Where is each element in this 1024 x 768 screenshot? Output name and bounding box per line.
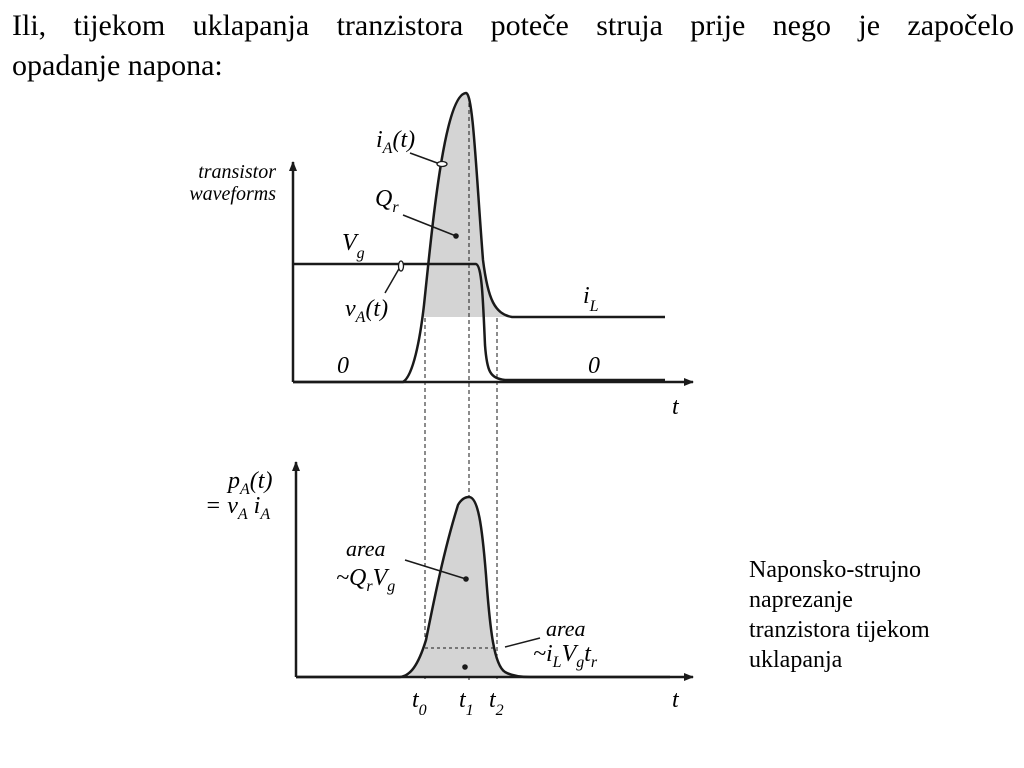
ia-leader-marker — [437, 162, 447, 167]
area2-dot — [462, 664, 468, 670]
vg-label: $V_g$ — [342, 230, 365, 262]
area2-expression: $\sim i_LV_gt_r$ — [533, 641, 598, 671]
zero-label-right: 0 — [588, 353, 600, 379]
va-leader-marker — [399, 261, 404, 271]
t0-label: $t_0$ — [412, 687, 427, 719]
va-label: $v_A(t)$ — [345, 296, 389, 326]
ia-label: $i_A(t)$ — [376, 127, 416, 157]
area1-dot — [463, 576, 469, 582]
ia-leader — [410, 153, 440, 164]
qr-leader-dot — [453, 233, 459, 239]
power-shaded-region — [408, 497, 530, 677]
il-label: $i_L$ — [583, 283, 599, 315]
qr-label: $Q_r$ — [375, 186, 399, 216]
t2-label: $t_2$ — [489, 687, 504, 719]
pa-label: $p_A(t)$ — [228, 468, 273, 498]
caption-line-1: Naponsko-strujno — [749, 557, 921, 583]
zero-label-left: 0 — [337, 353, 349, 379]
area1-word: area — [346, 536, 386, 561]
caption — [749, 555, 1009, 675]
area2-word: area — [546, 616, 586, 641]
pa-equation: = $v_A$ $i_A$ — [205, 493, 271, 523]
lower-t-axis-label: t — [672, 687, 679, 713]
va-leader — [385, 267, 400, 293]
upper-t-axis-label: t — [672, 394, 679, 420]
t1-label: $t_1$ — [459, 687, 474, 719]
intro-line-1: Ili, tijekom uklapanja tranzistora poteče struja prije nego je započelo — [12, 9, 1014, 42]
intro-line-2: opadanje napona: — [12, 49, 223, 82]
area1-expression: $\sim Q_rV_g$ — [336, 565, 396, 595]
caption-line-2: naprezanje — [749, 587, 853, 613]
axis-title-line-2: waveforms — [189, 183, 276, 205]
caption-line-3: tranzistora tijekom — [749, 617, 930, 643]
axis-title-line-1: transistor — [198, 161, 276, 183]
caption-line-4: uklapanja — [749, 647, 843, 673]
